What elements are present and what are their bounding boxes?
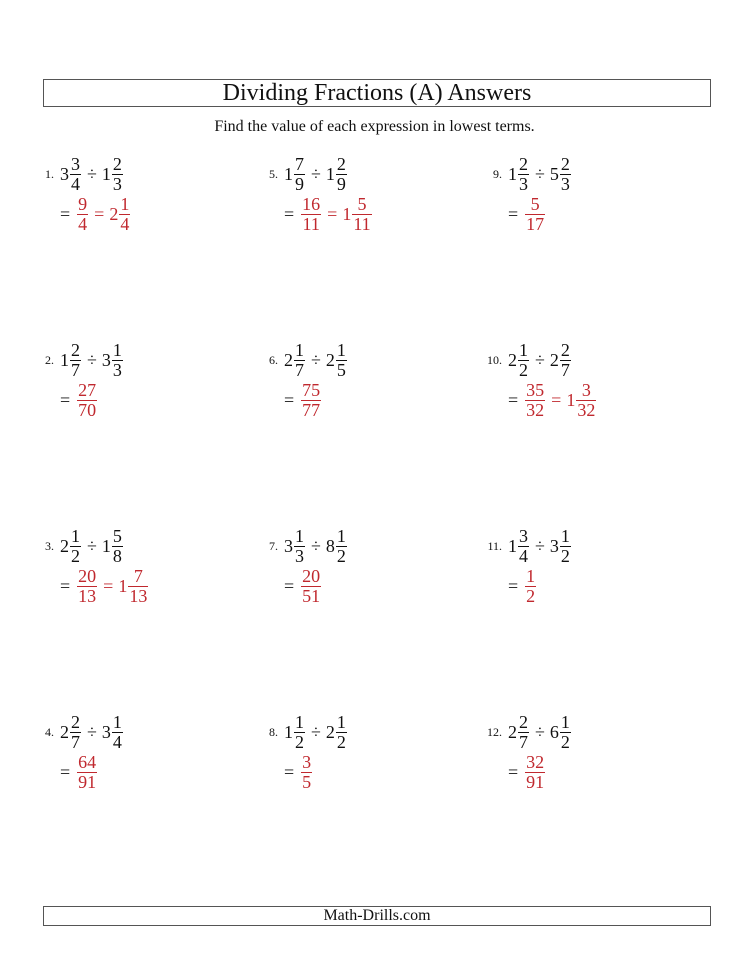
dividend-fraction-denominator: 4 — [519, 545, 528, 566]
dividend-fraction — [294, 341, 305, 380]
divisor-fraction-denominator: 9 — [336, 173, 346, 194]
divisor-fraction-numerator: 2 — [336, 153, 346, 174]
divisor — [326, 713, 348, 752]
answer-improper-fraction-denominator: 77 — [302, 399, 321, 420]
divisor-fraction-denominator: 2 — [560, 731, 570, 752]
answer-mixed-number-fraction — [119, 195, 130, 234]
dividend-fraction-denominator: 7 — [295, 359, 304, 380]
divisor — [326, 155, 348, 194]
divisor — [550, 527, 572, 566]
answer-row — [284, 194, 373, 234]
answer — [284, 380, 322, 420]
equals-sign: = — [508, 389, 519, 410]
answer-improper-fraction — [301, 753, 312, 792]
problem-item — [258, 339, 348, 420]
divisor — [550, 341, 572, 380]
answer-mixed-number-whole: 1 — [566, 389, 576, 410]
divisor-fraction — [336, 527, 347, 566]
divisor — [102, 155, 124, 194]
answer-improper-fraction-numerator: 16 — [302, 193, 321, 214]
answer-improper-fraction-numerator: 1 — [526, 565, 536, 586]
answer-mixed-number — [342, 195, 372, 234]
divisor-fraction-denominator: 8 — [112, 545, 122, 566]
answer-row — [508, 194, 546, 234]
divisor-fraction — [112, 527, 123, 566]
problem-number: 6. — [269, 352, 278, 367]
divisor-fraction — [560, 341, 571, 380]
problem-number: 12. — [487, 724, 502, 739]
divisor-fraction-numerator: 2 — [560, 339, 570, 360]
equals-sign: = — [60, 389, 71, 410]
dividend — [508, 713, 530, 752]
divisor-whole: 5 — [549, 163, 559, 184]
divide-sign: ÷ — [87, 163, 97, 184]
dividend-whole: 2 — [508, 721, 517, 742]
dividend — [60, 341, 82, 380]
problem-item — [258, 525, 348, 606]
divisor-fraction-denominator: 3 — [560, 173, 570, 194]
answer-mixed-number-whole: 1 — [118, 575, 128, 596]
dividend-fraction-denominator: 9 — [295, 173, 304, 194]
problem-number: 3. — [45, 538, 54, 553]
dividend-fraction — [518, 155, 529, 194]
answer — [508, 380, 597, 420]
answer-improper-fraction-denominator: 5 — [302, 771, 312, 792]
dividend-fraction — [70, 341, 81, 380]
dividend — [508, 155, 530, 194]
dividend — [284, 713, 306, 752]
divisor-fraction — [336, 341, 347, 380]
footer: Math-Drills.com — [43, 906, 711, 926]
dividend-whole: 3 — [284, 535, 293, 556]
dividend — [60, 155, 82, 194]
answer — [284, 752, 313, 792]
problem-expression — [508, 340, 572, 380]
problem-expression — [60, 712, 124, 752]
dividend-whole: 1 — [508, 535, 517, 556]
problem-expression — [60, 340, 124, 380]
problem-item — [482, 153, 572, 234]
dividend-fraction-numerator: 1 — [295, 525, 304, 546]
answer-improper-fraction-numerator: 75 — [302, 379, 321, 400]
divisor-whole: 1 — [101, 163, 111, 184]
answer-improper-fraction — [77, 567, 97, 606]
divisor — [550, 155, 572, 194]
divide-sign: ÷ — [87, 349, 97, 370]
answer-improper-fraction-numerator: 32 — [526, 751, 545, 772]
divisor-fraction-numerator: 1 — [336, 525, 346, 546]
divisor-fraction-denominator: 3 — [112, 359, 122, 380]
divisor — [102, 713, 124, 752]
divisor-fraction — [112, 713, 123, 752]
answer-improper-fraction-numerator: 27 — [78, 379, 97, 400]
answer — [508, 194, 546, 234]
equals-sign-2: = — [551, 389, 562, 410]
equals-sign-2: = — [94, 203, 105, 224]
divisor-whole: 8 — [325, 535, 335, 556]
dividend-fraction-numerator: 1 — [295, 711, 304, 732]
equals-sign-2: = — [327, 203, 338, 224]
dividend-fraction — [518, 527, 529, 566]
equals-sign: = — [60, 575, 71, 596]
divisor-whole: 2 — [325, 721, 335, 742]
answer-row — [60, 194, 131, 234]
equals-sign-2: = — [103, 575, 114, 596]
answer-row — [284, 380, 322, 420]
answer-row — [60, 380, 98, 420]
dividend-fraction-denominator: 3 — [519, 173, 528, 194]
problem-number: 4. — [45, 724, 54, 739]
answer-mixed-number-fraction — [576, 381, 596, 420]
divide-sign: ÷ — [311, 535, 321, 556]
divisor — [326, 341, 348, 380]
dividend-fraction-numerator: 1 — [71, 525, 80, 546]
equals-sign: = — [508, 575, 519, 596]
answer — [60, 752, 98, 792]
answer-row — [508, 566, 537, 606]
problem-expression — [60, 154, 124, 194]
answer — [284, 566, 322, 606]
divide-sign: ÷ — [535, 349, 545, 370]
problem-expression — [60, 526, 124, 566]
dividend-whole: 2 — [284, 349, 293, 370]
divisor-whole: 2 — [549, 349, 559, 370]
divisor-fraction — [560, 155, 571, 194]
answer-improper-fraction-numerator: 20 — [78, 565, 97, 586]
answer-improper-fraction-numerator: 3 — [302, 751, 312, 772]
divisor — [550, 713, 572, 752]
answer-mixed-number-fraction-denominator: 4 — [120, 213, 130, 234]
answer-improper-fraction — [301, 195, 321, 234]
problem-number: 11. — [487, 538, 502, 553]
divisor-whole: 6 — [549, 721, 559, 742]
answer-improper-fraction-denominator: 91 — [78, 771, 97, 792]
answer-row — [508, 380, 597, 420]
worksheet-title: Dividing Fractions (A) Answers — [43, 79, 711, 107]
answer-row — [60, 566, 149, 606]
dividend-fraction — [70, 713, 81, 752]
problem-item — [482, 711, 572, 792]
answer — [60, 380, 98, 420]
answer-mixed-number-fraction — [352, 195, 371, 234]
answer-improper-fraction — [525, 381, 545, 420]
divide-sign: ÷ — [535, 163, 545, 184]
divisor-whole: 2 — [325, 349, 335, 370]
dividend-whole: 2 — [60, 535, 69, 556]
dividend — [508, 527, 530, 566]
problem-number: 9. — [493, 166, 502, 181]
divisor-whole: 1 — [101, 535, 111, 556]
answer-improper-fraction-numerator: 9 — [78, 193, 88, 214]
dividend-fraction — [70, 155, 81, 194]
divisor-fraction-denominator: 5 — [336, 359, 346, 380]
divisor-fraction — [112, 341, 123, 380]
answer — [60, 194, 131, 234]
divisor-fraction-numerator: 1 — [336, 339, 346, 360]
answer-improper-fraction-denominator: 17 — [526, 213, 545, 234]
dividend — [284, 341, 306, 380]
divisor-fraction-numerator: 1 — [560, 525, 570, 546]
problem-number: 10. — [487, 352, 502, 367]
dividend-fraction-denominator: 7 — [71, 359, 80, 380]
answer-mixed-number-whole: 1 — [342, 203, 352, 224]
dividend-fraction-denominator: 2 — [295, 731, 304, 752]
dividend-whole: 1 — [60, 349, 69, 370]
instructions: Find the value of each expression in lowest terms. — [214, 118, 535, 135]
dividend — [60, 527, 82, 566]
divide-sign: ÷ — [311, 349, 321, 370]
dividend-fraction-denominator: 7 — [519, 731, 528, 752]
answer-mixed-number-fraction — [128, 567, 148, 606]
problem-expression — [284, 526, 348, 566]
dividend-fraction — [518, 341, 529, 380]
answer-improper-fraction-denominator: 2 — [526, 585, 536, 606]
answer-row — [284, 752, 313, 792]
answer-row — [284, 566, 322, 606]
divisor-fraction-denominator: 7 — [560, 359, 570, 380]
divisor-fraction-denominator: 2 — [336, 545, 346, 566]
dividend-fraction — [294, 527, 305, 566]
divisor — [102, 341, 124, 380]
answer-improper-fraction-denominator: 4 — [78, 213, 88, 234]
answer-improper-fraction-denominator: 70 — [78, 399, 97, 420]
divisor — [326, 527, 348, 566]
answer-improper-fraction — [77, 381, 97, 420]
dividend-fraction-numerator: 3 — [71, 153, 80, 174]
answer-mixed-number — [118, 567, 149, 606]
divisor-fraction-numerator: 1 — [112, 711, 122, 732]
dividend-fraction-numerator: 2 — [519, 153, 528, 174]
divisor-fraction-numerator: 1 — [336, 711, 346, 732]
problem-number: 7. — [269, 538, 278, 553]
divisor-fraction-denominator: 2 — [560, 545, 570, 566]
answer-improper-fraction — [525, 195, 545, 234]
problem-item — [482, 525, 572, 606]
answer-mixed-number — [566, 381, 597, 420]
answer-mixed-number-fraction-numerator: 3 — [581, 379, 591, 400]
divisor-fraction — [336, 713, 347, 752]
problem-expression — [284, 340, 348, 380]
dividend-fraction-numerator: 2 — [71, 339, 80, 360]
dividend-whole: 1 — [284, 163, 293, 184]
answer — [508, 752, 546, 792]
answer — [60, 566, 149, 606]
equals-sign: = — [284, 761, 295, 782]
answer-mixed-number-fraction-numerator: 1 — [120, 193, 130, 214]
divisor-whole: 1 — [325, 163, 335, 184]
dividend-fraction-denominator: 3 — [295, 545, 304, 566]
problem-item — [482, 339, 596, 420]
problem-expression — [284, 154, 348, 194]
answer-improper-fraction-numerator: 35 — [526, 379, 545, 400]
equals-sign: = — [284, 203, 295, 224]
answer-mixed-number — [109, 195, 131, 234]
problem-item — [34, 525, 148, 606]
divisor-fraction-numerator: 5 — [112, 525, 122, 546]
problem-expression — [508, 154, 572, 194]
answer-row — [508, 752, 546, 792]
dividend — [508, 341, 530, 380]
problem-expression — [508, 526, 572, 566]
equals-sign: = — [508, 203, 519, 224]
answer-mixed-number-fraction-denominator: 32 — [577, 399, 596, 420]
dividend-fraction — [70, 527, 81, 566]
problem-item — [258, 153, 371, 234]
divide-sign: ÷ — [87, 721, 97, 742]
dividend-whole: 3 — [60, 163, 69, 184]
problem-expression — [508, 712, 572, 752]
problem-item — [34, 339, 124, 420]
dividend-whole: 2 — [60, 721, 69, 742]
answer-improper-fraction-denominator: 91 — [526, 771, 545, 792]
answer-row — [60, 752, 98, 792]
answer-improper-fraction-numerator: 20 — [302, 565, 321, 586]
problem-number: 8. — [269, 724, 278, 739]
divisor-fraction-denominator: 3 — [112, 173, 122, 194]
divisor-fraction-numerator: 1 — [560, 711, 570, 732]
answer-improper-fraction — [77, 195, 88, 234]
answer-improper-fraction — [301, 567, 321, 606]
divisor-fraction — [336, 155, 347, 194]
problem-number: 5. — [269, 166, 278, 181]
divide-sign: ÷ — [311, 721, 321, 742]
equals-sign: = — [508, 761, 519, 782]
divide-sign: ÷ — [311, 163, 321, 184]
dividend-fraction-denominator: 2 — [71, 545, 80, 566]
answer-improper-fraction — [525, 567, 536, 606]
answer-mixed-number-fraction-numerator: 5 — [357, 193, 367, 214]
equals-sign: = — [60, 761, 71, 782]
divide-sign: ÷ — [87, 535, 97, 556]
dividend-fraction-denominator: 2 — [519, 359, 528, 380]
answer-mixed-number-whole: 2 — [109, 203, 119, 224]
dividend-whole: 2 — [508, 349, 517, 370]
dividend-fraction-numerator: 7 — [295, 153, 304, 174]
divisor-whole: 3 — [101, 721, 111, 742]
dividend-fraction — [294, 713, 305, 752]
dividend-fraction-denominator: 7 — [71, 731, 80, 752]
problem-expression — [284, 712, 348, 752]
answer — [508, 566, 537, 606]
answer-mixed-number-fraction-denominator: 13 — [129, 585, 148, 606]
problem-item — [34, 153, 130, 234]
answer-improper-fraction — [77, 753, 97, 792]
answer-improper-fraction-numerator: 5 — [530, 193, 540, 214]
divisor-fraction-denominator: 4 — [112, 731, 122, 752]
divisor-fraction-numerator: 2 — [112, 153, 122, 174]
dividend — [284, 527, 306, 566]
dividend — [284, 155, 306, 194]
answer-mixed-number-fraction-numerator: 7 — [133, 565, 143, 586]
divisor-fraction — [560, 713, 571, 752]
dividend-fraction-denominator: 4 — [71, 173, 80, 194]
answer-improper-fraction-numerator: 64 — [78, 751, 97, 772]
divide-sign: ÷ — [535, 721, 545, 742]
dividend-fraction — [518, 713, 529, 752]
problem-item — [34, 711, 124, 792]
answer-improper-fraction — [525, 753, 545, 792]
divisor-fraction-numerator: 2 — [560, 153, 570, 174]
divide-sign: ÷ — [535, 535, 545, 556]
answer-improper-fraction-denominator: 11 — [302, 213, 320, 234]
dividend — [60, 713, 82, 752]
divisor-fraction-denominator: 2 — [336, 731, 346, 752]
answer — [284, 194, 373, 234]
dividend-fraction — [294, 155, 305, 194]
divisor-fraction-numerator: 1 — [112, 339, 122, 360]
answer-improper-fraction-denominator: 51 — [302, 585, 321, 606]
divisor — [102, 527, 124, 566]
answer-improper-fraction — [301, 381, 321, 420]
dividend-fraction-numerator: 1 — [295, 339, 304, 360]
dividend-fraction-numerator: 2 — [519, 711, 528, 732]
divisor-whole: 3 — [101, 349, 111, 370]
answer-mixed-number-fraction-denominator: 11 — [353, 213, 371, 234]
divisor-fraction — [560, 527, 571, 566]
problem-number: 2. — [45, 352, 54, 367]
dividend-whole: 1 — [508, 163, 517, 184]
divisor-fraction — [112, 155, 123, 194]
dividend-fraction-numerator: 2 — [71, 711, 80, 732]
dividend-fraction-numerator: 1 — [519, 339, 528, 360]
answer-improper-fraction-denominator: 32 — [526, 399, 545, 420]
equals-sign: = — [60, 203, 71, 224]
dividend-fraction-numerator: 3 — [519, 525, 528, 546]
answer-improper-fraction-denominator: 13 — [78, 585, 97, 606]
divisor-whole: 3 — [549, 535, 559, 556]
equals-sign: = — [284, 389, 295, 410]
equals-sign: = — [284, 575, 295, 596]
problem-number: 1. — [45, 166, 54, 181]
problem-item — [258, 711, 348, 792]
dividend-whole: 1 — [284, 721, 293, 742]
